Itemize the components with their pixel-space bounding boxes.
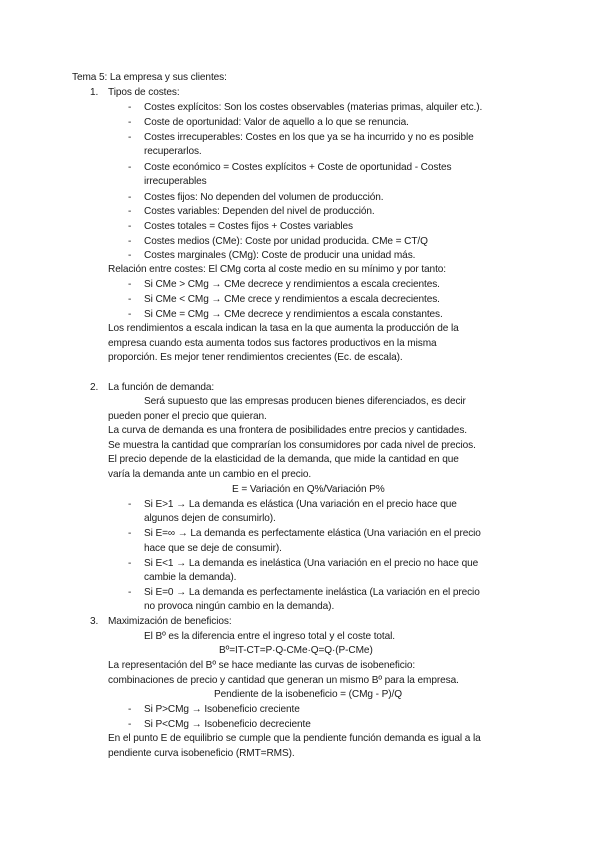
cost-relation-intro: Relación entre costes: El CMg corta al coste medio en su mínimo y por tanto: (108, 264, 446, 275)
elasticity-formula: E = Variación en Q%/Variación P% (232, 484, 385, 495)
bullet-dash: - (128, 294, 132, 305)
elasticity-item-2: Si E=∞ → La demanda es perfectamente elástica (Una variación en el precio (144, 528, 481, 539)
cost-item-6: Costes variables: Dependen del nivel de producción. (144, 206, 375, 217)
section-3-heading: Maximización de beneficios: (108, 616, 232, 627)
bullet-dash: - (128, 499, 132, 510)
section-2-number: 2. (90, 382, 99, 393)
demand-intro-line-2: pueden poner el precio que quieran. (108, 411, 267, 422)
isoprofit-item-1: Si P>CMg → Isobeneficio creciente (144, 704, 300, 715)
elasticity-item-3: Si E<1 → La demanda es inelástica (Una variación en el precio no hace que (144, 558, 479, 569)
bullet-dash: - (128, 309, 132, 320)
cost-item-3-cont: recuperarlos. (144, 146, 202, 157)
bullet-dash: - (128, 558, 132, 569)
bullet-dash: - (128, 587, 132, 598)
scale-paragraph-line-2: empresa cuando esta aumenta todos sus factores productivos en la misma (108, 338, 437, 349)
equilibrium-line-2: pendiente curva isobeneficio (RMT=RMS). (108, 748, 295, 759)
section-2-heading: La función de demanda: (108, 382, 215, 393)
profit-intro: El Bº es la diferencia entre el ingreso total y el coste total. (144, 631, 395, 642)
relation-item-1: Si CMe > CMg → CMe decrece y rendimientos a escala crecientes. (144, 279, 440, 290)
cost-item-5: Costes fijos: No dependen del volumen de producción. (144, 192, 384, 203)
bullet-dash: - (128, 117, 132, 128)
bullet-dash: - (128, 250, 132, 261)
demand-paragraph-line-2: Se muestra la cantidad que comprarían los consumidores por cada nivel de precios. (108, 440, 476, 451)
relation-item-3: Si CMe = CMg → CMe decrece y rendimientos a escala constantes. (144, 309, 443, 320)
isoprofit-paragraph-line-2: combinaciones de precio y cantidad que generan un mismo Bº para la empresa. (108, 675, 459, 686)
elasticity-item-1-cont: algunos dejen de consumirlo). (144, 513, 276, 524)
demand-paragraph-line-4: varía la demanda ante un cambio en el precio. (108, 469, 312, 480)
isoprofit-item-2: Si P<CMg → Isobeneficio decreciente (144, 719, 311, 730)
bullet-dash: - (128, 192, 132, 203)
demand-paragraph-line-3: El precio depende de la elasticidad de la demanda, que mide la cantidad en que (108, 454, 459, 465)
elasticity-item-2-cont: hace que se deje de consumir). (144, 543, 282, 554)
bullet-dash: - (128, 221, 132, 232)
bullet-dash: - (128, 132, 132, 143)
profit-formula: Bº=IT-CT=P·Q-CMe·Q=Q·(P-CMe) (219, 645, 373, 656)
demand-paragraph-line-1: La curva de demanda es una frontera de posibilidades entre precios y cantidades. (108, 425, 467, 436)
bullet-dash: - (128, 719, 132, 730)
isoprofit-slope-formula: Pendiente de la isobeneficio = (CMg - P)/Q (214, 689, 402, 700)
cost-item-2: Coste de oportunidad: Valor de aquello a lo que se renuncia. (144, 117, 409, 128)
bullet-dash: - (128, 528, 132, 539)
cost-item-1: Costes explícitos: Son los costes observables (materias primas, alquiler etc.). (144, 102, 483, 113)
bullet-dash: - (128, 102, 132, 113)
cost-item-8: Costes medios (CMe): Coste por unidad producida. CMe = CT/Q (144, 236, 428, 247)
elasticity-item-4: Si E=0 → La demanda es perfectamente inelástica (La variación en el precio (144, 587, 480, 598)
cost-item-4: Coste económico = Costes explícitos + Coste de oportunidad - Costes (144, 162, 452, 173)
relation-item-2: Si CMe < CMg → CMe crece y rendimientos a escala decrecientes. (144, 294, 440, 305)
isoprofit-paragraph-line-1: La representación del Bº se hace mediante las curvas de isobeneficio: (108, 660, 416, 671)
cost-item-7: Costes totales = Costes fijos + Costes variables (144, 221, 353, 232)
equilibrium-line-1: En el punto E de equilibrio se cumple que la pendiente función demanda es igual a la (108, 733, 481, 744)
bullet-dash: - (128, 236, 132, 247)
elasticity-item-4-cont: no provoca ningún cambio en la demanda). (144, 601, 335, 612)
doc-title: Tema 5: La empresa y sus clientes: (72, 72, 227, 83)
section-3-number: 3. (90, 616, 99, 627)
bullet-dash: - (128, 162, 132, 173)
cost-item-9: Costes marginales (CMg): Coste de producir una unidad más. (144, 250, 416, 261)
bullet-dash: - (128, 279, 132, 290)
bullet-dash: - (128, 704, 132, 715)
section-1-number: 1. (90, 87, 99, 98)
elasticity-item-1: Si E>1 → La demanda es elástica (Una variación en el precio hace que (144, 499, 457, 510)
elasticity-item-3-cont: cambie la demanda). (144, 572, 237, 583)
section-1-heading: Tipos de costes: (108, 87, 180, 98)
cost-item-3: Costes irrecuperables: Costes en los que ya se ha incurrido y no es posible (144, 132, 474, 143)
bullet-dash: - (128, 206, 132, 217)
scale-paragraph-line-3: proporción. Es mejor tener rendimientos crecientes (Ec. de escala). (108, 352, 403, 363)
scale-paragraph-line-1: Los rendimientos a escala indican la tasa en la que aumenta la producción de la (108, 323, 459, 334)
cost-item-4-cont: irrecuperables (144, 176, 207, 187)
demand-intro-line-1: Será supuesto que las empresas producen bienes diferenciados, es decir (144, 396, 466, 407)
